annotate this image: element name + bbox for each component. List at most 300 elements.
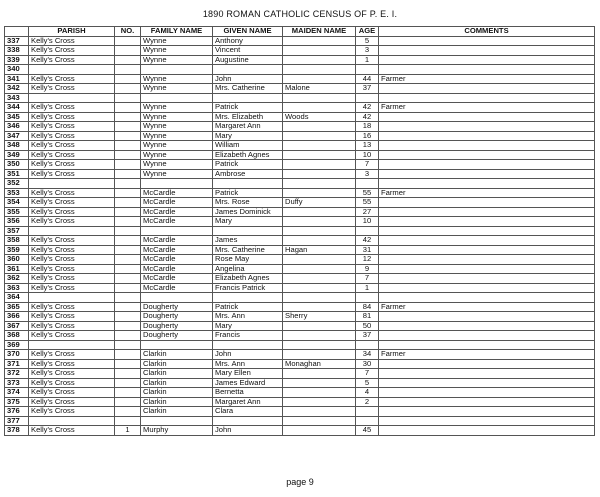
cell-record-number: 343 bbox=[5, 93, 29, 103]
cell-no bbox=[115, 150, 141, 160]
cell-record-number: 364 bbox=[5, 293, 29, 303]
cell-age: 1 bbox=[356, 283, 379, 293]
cell-record-number: 351 bbox=[5, 169, 29, 179]
cell-record-number: 355 bbox=[5, 207, 29, 217]
table-row bbox=[5, 321, 595, 331]
cell-parish: Kelly's Cross bbox=[29, 160, 115, 170]
cell-record-number: 338 bbox=[5, 46, 29, 56]
cell-age bbox=[356, 293, 379, 303]
cell-maiden-name bbox=[283, 321, 356, 331]
cell-comments bbox=[379, 65, 595, 75]
table-row bbox=[5, 207, 595, 217]
cell-comments bbox=[379, 274, 595, 284]
cell-record-number: 368 bbox=[5, 331, 29, 341]
cell-given-name bbox=[213, 416, 283, 426]
cell-record-number: 369 bbox=[5, 340, 29, 350]
cell-family-name: McCardle bbox=[141, 245, 213, 255]
table-row bbox=[5, 293, 595, 303]
cell-parish: Kelly's Cross bbox=[29, 131, 115, 141]
cell-given-name: John bbox=[213, 350, 283, 360]
cell-no bbox=[115, 397, 141, 407]
table-row bbox=[5, 378, 595, 388]
cell-record-number: 353 bbox=[5, 188, 29, 198]
cell-age: 10 bbox=[356, 217, 379, 227]
cell-record-number: 370 bbox=[5, 350, 29, 360]
table-row bbox=[5, 397, 595, 407]
table-row bbox=[5, 245, 595, 255]
cell-record-number: 349 bbox=[5, 150, 29, 160]
table-row bbox=[5, 407, 595, 417]
table-row bbox=[5, 131, 595, 141]
cell-no bbox=[115, 350, 141, 360]
cell-given-name bbox=[213, 179, 283, 189]
cell-record-number: 366 bbox=[5, 312, 29, 322]
cell-given-name bbox=[213, 65, 283, 75]
cell-comments bbox=[379, 397, 595, 407]
table-row bbox=[5, 93, 595, 103]
cell-maiden-name bbox=[283, 160, 356, 170]
cell-maiden-name bbox=[283, 407, 356, 417]
table-row bbox=[5, 369, 595, 379]
cell-comments: Farmer bbox=[379, 350, 595, 360]
cell-family-name: Dougherty bbox=[141, 331, 213, 341]
cell-family-name: Wynne bbox=[141, 131, 213, 141]
cell-parish: Kelly's Cross bbox=[29, 245, 115, 255]
cell-maiden-name bbox=[283, 74, 356, 84]
cell-maiden-name: Sherry bbox=[283, 312, 356, 322]
cell-age: 37 bbox=[356, 84, 379, 94]
cell-family-name: McCardle bbox=[141, 274, 213, 284]
cell-maiden-name bbox=[283, 188, 356, 198]
cell-comments bbox=[379, 283, 595, 293]
table-row bbox=[5, 74, 595, 84]
table-row bbox=[5, 84, 595, 94]
cell-given-name: Mrs. Catherine bbox=[213, 84, 283, 94]
cell-record-number: 373 bbox=[5, 378, 29, 388]
cell-family-name: Dougherty bbox=[141, 321, 213, 331]
cell-record-number: 344 bbox=[5, 103, 29, 113]
cell-no bbox=[115, 74, 141, 84]
cell-no bbox=[115, 293, 141, 303]
cell-family-name: Clarkin bbox=[141, 378, 213, 388]
cell-maiden-name: Monaghan bbox=[283, 359, 356, 369]
cell-family-name: Wynne bbox=[141, 150, 213, 160]
cell-record-number: 374 bbox=[5, 388, 29, 398]
header-parish: PARISH bbox=[29, 27, 115, 37]
cell-record-number: 363 bbox=[5, 283, 29, 293]
cell-record-number: 340 bbox=[5, 65, 29, 75]
cell-family-name: Clarkin bbox=[141, 397, 213, 407]
cell-age bbox=[356, 65, 379, 75]
cell-age bbox=[356, 226, 379, 236]
table-row bbox=[5, 426, 595, 436]
cell-parish: Kelly's Cross bbox=[29, 331, 115, 341]
cell-family-name: McCardle bbox=[141, 188, 213, 198]
cell-age: 27 bbox=[356, 207, 379, 217]
cell-parish bbox=[29, 65, 115, 75]
cell-family-name: McCardle bbox=[141, 217, 213, 227]
cell-family-name: Wynne bbox=[141, 36, 213, 46]
cell-parish: Kelly's Cross bbox=[29, 350, 115, 360]
cell-parish: Kelly's Cross bbox=[29, 378, 115, 388]
cell-age: 31 bbox=[356, 245, 379, 255]
cell-maiden-name bbox=[283, 55, 356, 65]
cell-age: 42 bbox=[356, 103, 379, 113]
cell-record-number: 339 bbox=[5, 55, 29, 65]
cell-age: 55 bbox=[356, 198, 379, 208]
cell-parish: Kelly's Cross bbox=[29, 264, 115, 274]
cell-parish: Kelly's Cross bbox=[29, 397, 115, 407]
header-no: NO. bbox=[115, 27, 141, 37]
cell-comments: Farmer bbox=[379, 74, 595, 84]
cell-parish: Kelly's Cross bbox=[29, 122, 115, 132]
cell-record-number: 362 bbox=[5, 274, 29, 284]
cell-no: 1 bbox=[115, 426, 141, 436]
cell-maiden-name bbox=[283, 350, 356, 360]
cell-given-name: Augustine bbox=[213, 55, 283, 65]
cell-age: 50 bbox=[356, 321, 379, 331]
cell-given-name: Patrick bbox=[213, 103, 283, 113]
cell-maiden-name bbox=[283, 378, 356, 388]
cell-parish: Kelly's Cross bbox=[29, 312, 115, 322]
cell-age: 7 bbox=[356, 160, 379, 170]
table-row bbox=[5, 198, 595, 208]
cell-comments bbox=[379, 388, 595, 398]
cell-given-name: Patrick bbox=[213, 188, 283, 198]
cell-maiden-name bbox=[283, 369, 356, 379]
cell-parish: Kelly's Cross bbox=[29, 74, 115, 84]
cell-record-number: 378 bbox=[5, 426, 29, 436]
cell-family-name: McCardle bbox=[141, 198, 213, 208]
cell-comments bbox=[379, 236, 595, 246]
cell-maiden-name bbox=[283, 283, 356, 293]
cell-comments bbox=[379, 359, 595, 369]
cell-family-name bbox=[141, 93, 213, 103]
cell-record-number: 375 bbox=[5, 397, 29, 407]
cell-comments bbox=[379, 122, 595, 132]
cell-record-number: 345 bbox=[5, 112, 29, 122]
header-age: AGE bbox=[356, 27, 379, 37]
cell-maiden-name bbox=[283, 150, 356, 160]
header-comments: COMMENTS bbox=[379, 27, 595, 37]
cell-comments bbox=[379, 55, 595, 65]
cell-parish bbox=[29, 293, 115, 303]
cell-maiden-name bbox=[283, 141, 356, 151]
cell-given-name: Angelina bbox=[213, 264, 283, 274]
cell-parish: Kelly's Cross bbox=[29, 283, 115, 293]
cell-given-name: Mary bbox=[213, 217, 283, 227]
cell-age bbox=[356, 407, 379, 417]
cell-family-name: Wynne bbox=[141, 74, 213, 84]
table-row bbox=[5, 416, 595, 426]
table-row bbox=[5, 55, 595, 65]
cell-record-number: 372 bbox=[5, 369, 29, 379]
cell-age bbox=[356, 93, 379, 103]
cell-maiden-name bbox=[283, 169, 356, 179]
cell-record-number: 352 bbox=[5, 179, 29, 189]
cell-maiden-name bbox=[283, 46, 356, 56]
table-row bbox=[5, 112, 595, 122]
cell-family-name: McCardle bbox=[141, 207, 213, 217]
cell-parish: Kelly's Cross bbox=[29, 207, 115, 217]
page-number: page 9 bbox=[286, 477, 314, 487]
cell-family-name: McCardle bbox=[141, 283, 213, 293]
cell-age: 42 bbox=[356, 236, 379, 246]
cell-maiden-name: Duffy bbox=[283, 198, 356, 208]
cell-record-number: 359 bbox=[5, 245, 29, 255]
cell-age: 42 bbox=[356, 112, 379, 122]
table-row bbox=[5, 331, 595, 341]
table-row bbox=[5, 264, 595, 274]
cell-given-name: Mrs. Elizabeth bbox=[213, 112, 283, 122]
cell-comments bbox=[379, 369, 595, 379]
cell-given-name: John bbox=[213, 426, 283, 436]
cell-age: 2 bbox=[356, 397, 379, 407]
cell-given-name: Mary bbox=[213, 131, 283, 141]
cell-family-name: Clarkin bbox=[141, 369, 213, 379]
cell-maiden-name bbox=[283, 302, 356, 312]
cell-age: 9 bbox=[356, 264, 379, 274]
cell-given-name: Francis bbox=[213, 331, 283, 341]
cell-comments bbox=[379, 264, 595, 274]
cell-given-name: Rose May bbox=[213, 255, 283, 265]
cell-no bbox=[115, 46, 141, 56]
cell-maiden-name bbox=[283, 122, 356, 132]
cell-age: 7 bbox=[356, 369, 379, 379]
cell-no bbox=[115, 321, 141, 331]
table-row bbox=[5, 36, 595, 46]
cell-comments bbox=[379, 340, 595, 350]
cell-comments bbox=[379, 131, 595, 141]
cell-record-number: 367 bbox=[5, 321, 29, 331]
cell-no bbox=[115, 264, 141, 274]
cell-family-name bbox=[141, 226, 213, 236]
cell-parish: Kelly's Cross bbox=[29, 274, 115, 284]
cell-family-name: Clarkin bbox=[141, 359, 213, 369]
cell-maiden-name bbox=[283, 226, 356, 236]
cell-comments: Farmer bbox=[379, 188, 595, 198]
cell-record-number: 361 bbox=[5, 264, 29, 274]
cell-parish bbox=[29, 93, 115, 103]
cell-family-name: Wynne bbox=[141, 46, 213, 56]
cell-maiden-name bbox=[283, 331, 356, 341]
cell-parish bbox=[29, 179, 115, 189]
cell-no bbox=[115, 179, 141, 189]
cell-maiden-name bbox=[283, 207, 356, 217]
cell-record-number: 348 bbox=[5, 141, 29, 151]
cell-comments bbox=[379, 312, 595, 322]
cell-age bbox=[356, 340, 379, 350]
cell-no bbox=[115, 236, 141, 246]
cell-comments bbox=[379, 93, 595, 103]
cell-record-number: 354 bbox=[5, 198, 29, 208]
cell-parish: Kelly's Cross bbox=[29, 302, 115, 312]
cell-family-name: Dougherty bbox=[141, 302, 213, 312]
cell-parish: Kelly's Cross bbox=[29, 103, 115, 113]
cell-comments bbox=[379, 84, 595, 94]
cell-record-number: 350 bbox=[5, 160, 29, 170]
cell-no bbox=[115, 169, 141, 179]
cell-comments: Farmer bbox=[379, 103, 595, 113]
cell-family-name: Wynne bbox=[141, 141, 213, 151]
cell-comments bbox=[379, 245, 595, 255]
cell-maiden-name bbox=[283, 103, 356, 113]
cell-given-name: Mrs. Catherine bbox=[213, 245, 283, 255]
cell-age: 5 bbox=[356, 36, 379, 46]
cell-maiden-name bbox=[283, 388, 356, 398]
cell-age: 3 bbox=[356, 169, 379, 179]
cell-age: 12 bbox=[356, 255, 379, 265]
cell-given-name: Mary Ellen bbox=[213, 369, 283, 379]
cell-age: 13 bbox=[356, 141, 379, 151]
cell-age: 30 bbox=[356, 359, 379, 369]
cell-no bbox=[115, 416, 141, 426]
cell-age: 10 bbox=[356, 150, 379, 160]
cell-comments bbox=[379, 217, 595, 227]
cell-comments bbox=[379, 141, 595, 151]
cell-record-number: 365 bbox=[5, 302, 29, 312]
table-row bbox=[5, 350, 595, 360]
cell-no bbox=[115, 340, 141, 350]
table-row bbox=[5, 65, 595, 75]
cell-comments bbox=[379, 36, 595, 46]
cell-no bbox=[115, 141, 141, 151]
cell-parish: Kelly's Cross bbox=[29, 407, 115, 417]
cell-no bbox=[115, 198, 141, 208]
cell-parish: Kelly's Cross bbox=[29, 36, 115, 46]
cell-no bbox=[115, 388, 141, 398]
cell-age: 55 bbox=[356, 188, 379, 198]
table-row bbox=[5, 236, 595, 246]
cell-no bbox=[115, 407, 141, 417]
cell-maiden-name bbox=[283, 36, 356, 46]
cell-comments bbox=[379, 46, 595, 56]
cell-no bbox=[115, 122, 141, 132]
cell-family-name: Murphy bbox=[141, 426, 213, 436]
table-row bbox=[5, 388, 595, 398]
cell-maiden-name bbox=[283, 217, 356, 227]
cell-age: 81 bbox=[356, 312, 379, 322]
table-row bbox=[5, 160, 595, 170]
cell-comments bbox=[379, 150, 595, 160]
cell-comments bbox=[379, 226, 595, 236]
cell-family-name bbox=[141, 416, 213, 426]
cell-comments bbox=[379, 378, 595, 388]
table-row bbox=[5, 340, 595, 350]
cell-maiden-name bbox=[283, 179, 356, 189]
cell-family-name: Wynne bbox=[141, 160, 213, 170]
cell-family-name: Clarkin bbox=[141, 407, 213, 417]
cell-family-name: Wynne bbox=[141, 55, 213, 65]
cell-no bbox=[115, 245, 141, 255]
cell-record-number: 342 bbox=[5, 84, 29, 94]
cell-age: 84 bbox=[356, 302, 379, 312]
cell-family-name: Clarkin bbox=[141, 350, 213, 360]
cell-no bbox=[115, 188, 141, 198]
cell-record-number: 371 bbox=[5, 359, 29, 369]
cell-age: 7 bbox=[356, 274, 379, 284]
cell-parish: Kelly's Cross bbox=[29, 255, 115, 265]
cell-age: 4 bbox=[356, 388, 379, 398]
census-table bbox=[4, 26, 595, 436]
cell-maiden-name bbox=[283, 416, 356, 426]
cell-no bbox=[115, 378, 141, 388]
cell-given-name: Elizabeth Agnes bbox=[213, 274, 283, 284]
cell-parish: Kelly's Cross bbox=[29, 141, 115, 151]
cell-family-name: Wynne bbox=[141, 122, 213, 132]
cell-comments bbox=[379, 293, 595, 303]
cell-age: 16 bbox=[356, 131, 379, 141]
table-row bbox=[5, 169, 595, 179]
cell-given-name bbox=[213, 293, 283, 303]
cell-record-number: 346 bbox=[5, 122, 29, 132]
cell-age bbox=[356, 179, 379, 189]
table-row bbox=[5, 122, 595, 132]
cell-family-name: McCardle bbox=[141, 264, 213, 274]
cell-given-name: James Dominick bbox=[213, 207, 283, 217]
cell-parish: Kelly's Cross bbox=[29, 369, 115, 379]
cell-parish bbox=[29, 340, 115, 350]
cell-maiden-name bbox=[283, 236, 356, 246]
document-title: 1890 ROMAN CATHOLIC CENSUS OF P. E. I. bbox=[202, 9, 398, 19]
cell-parish: Kelly's Cross bbox=[29, 188, 115, 198]
cell-family-name: Wynne bbox=[141, 112, 213, 122]
cell-parish: Kelly's Cross bbox=[29, 426, 115, 436]
table-header-row bbox=[5, 27, 595, 37]
cell-given-name: Francis Patrick bbox=[213, 283, 283, 293]
table-row bbox=[5, 283, 595, 293]
cell-parish: Kelly's Cross bbox=[29, 150, 115, 160]
cell-parish: Kelly's Cross bbox=[29, 359, 115, 369]
cell-comments bbox=[379, 255, 595, 265]
cell-given-name: Elizabeth Agnes bbox=[213, 150, 283, 160]
cell-maiden-name: Malone bbox=[283, 84, 356, 94]
cell-parish: Kelly's Cross bbox=[29, 169, 115, 179]
cell-no bbox=[115, 331, 141, 341]
cell-comments bbox=[379, 198, 595, 208]
cell-maiden-name bbox=[283, 340, 356, 350]
cell-parish: Kelly's Cross bbox=[29, 84, 115, 94]
table-body bbox=[5, 36, 595, 435]
table-row bbox=[5, 103, 595, 113]
cell-age: 34 bbox=[356, 350, 379, 360]
cell-given-name: John bbox=[213, 74, 283, 84]
cell-given-name bbox=[213, 340, 283, 350]
cell-record-number: 337 bbox=[5, 36, 29, 46]
cell-given-name: Mrs. Rose bbox=[213, 198, 283, 208]
cell-no bbox=[115, 217, 141, 227]
cell-comments: Farmer bbox=[379, 302, 595, 312]
cell-comments bbox=[379, 160, 595, 170]
cell-age: 37 bbox=[356, 331, 379, 341]
table-row bbox=[5, 150, 595, 160]
cell-given-name bbox=[213, 93, 283, 103]
cell-comments bbox=[379, 321, 595, 331]
cell-no bbox=[115, 283, 141, 293]
cell-parish: Kelly's Cross bbox=[29, 236, 115, 246]
cell-no bbox=[115, 274, 141, 284]
cell-no bbox=[115, 103, 141, 113]
cell-given-name: Mrs. Ann bbox=[213, 312, 283, 322]
cell-maiden-name: Woods bbox=[283, 112, 356, 122]
cell-comments bbox=[379, 112, 595, 122]
cell-family-name: Wynne bbox=[141, 84, 213, 94]
table-row bbox=[5, 359, 595, 369]
cell-record-number: 357 bbox=[5, 226, 29, 236]
table-row bbox=[5, 46, 595, 56]
header-number bbox=[5, 27, 29, 37]
cell-maiden-name bbox=[283, 264, 356, 274]
